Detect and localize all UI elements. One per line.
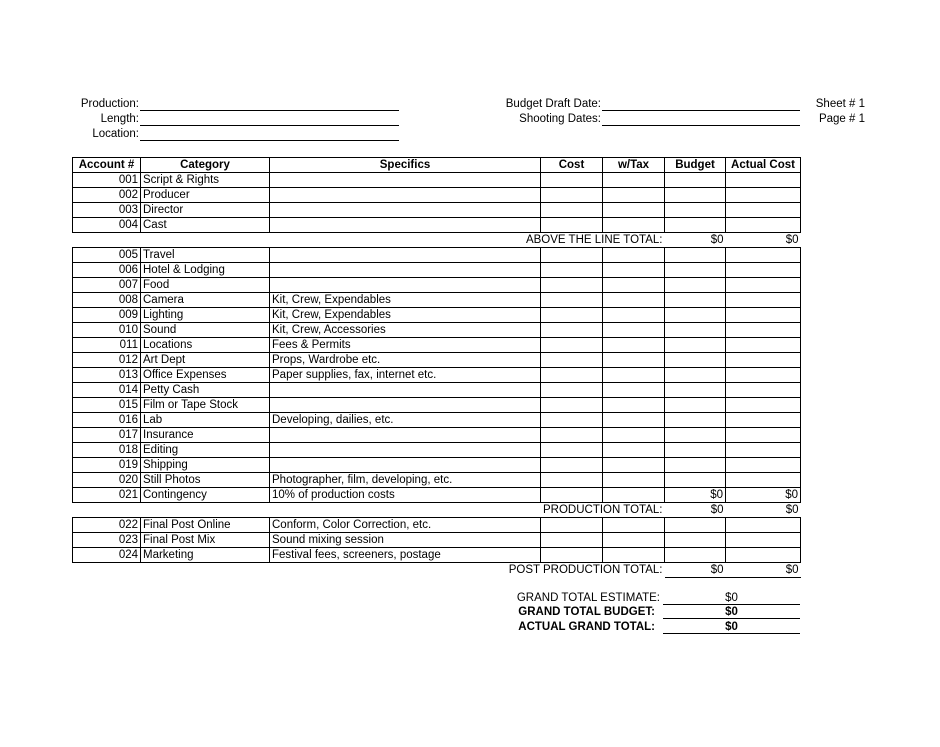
budget-cell[interactable] bbox=[665, 278, 726, 293]
specifics-cell[interactable] bbox=[270, 173, 541, 188]
wtax-cell[interactable] bbox=[603, 518, 665, 533]
specifics-cell[interactable]: Fees & Permits bbox=[270, 338, 541, 353]
budget-cell[interactable] bbox=[665, 338, 726, 353]
grand-total-estimate-value[interactable]: $0 bbox=[663, 592, 800, 605]
col-header-wtax: w/Tax bbox=[603, 158, 665, 173]
table-row bbox=[73, 518, 801, 533]
table-row bbox=[73, 278, 801, 293]
cost-cell[interactable] bbox=[541, 263, 603, 278]
table-row bbox=[73, 263, 801, 278]
budget-cell[interactable] bbox=[665, 473, 726, 488]
col-header-specifics: Specifics bbox=[270, 158, 541, 173]
budget-cell[interactable] bbox=[665, 413, 726, 428]
table-row bbox=[73, 428, 801, 443]
wtax-cell[interactable] bbox=[603, 473, 665, 488]
budget-cell[interactable] bbox=[665, 248, 726, 263]
actual-cost-cell[interactable] bbox=[726, 338, 801, 353]
budget-cell[interactable] bbox=[665, 368, 726, 383]
actual-cost-cell[interactable] bbox=[726, 548, 801, 563]
account-number: 010 bbox=[73, 323, 141, 338]
table-row bbox=[73, 353, 801, 368]
category-cell: Lighting bbox=[141, 308, 270, 323]
specifics-cell[interactable]: Festival fees, screeners, postage bbox=[270, 548, 541, 563]
sheet-number: Sheet # 1 bbox=[815, 98, 865, 110]
table-row bbox=[73, 383, 801, 398]
table-row bbox=[73, 308, 801, 323]
length-label: Length: bbox=[100, 113, 139, 125]
post-production-total bbox=[73, 563, 801, 578]
account-number: 014 bbox=[73, 383, 141, 398]
account-number: 018 bbox=[73, 443, 141, 458]
table-row bbox=[73, 548, 801, 563]
account-number: 006 bbox=[73, 263, 141, 278]
budget-cell[interactable] bbox=[665, 518, 726, 533]
account-number: 003 bbox=[73, 203, 141, 218]
specifics-cell[interactable]: Developing, dailies, etc. bbox=[270, 413, 541, 428]
budget-draft-date-field[interactable] bbox=[602, 110, 800, 111]
budget-cell[interactable] bbox=[665, 428, 726, 443]
account-number: 021 bbox=[73, 488, 141, 503]
actual-cost-cell[interactable] bbox=[726, 518, 801, 533]
budget-cell[interactable] bbox=[665, 173, 726, 188]
actual-cost-cell[interactable] bbox=[726, 533, 801, 548]
wtax-cell[interactable] bbox=[603, 278, 665, 293]
category-cell: Marketing bbox=[141, 548, 270, 563]
cost-cell[interactable] bbox=[541, 308, 603, 323]
col-header-category: Category bbox=[141, 158, 270, 173]
cost-cell[interactable] bbox=[541, 173, 603, 188]
account-number: 013 bbox=[73, 368, 141, 383]
wtax-cell[interactable] bbox=[603, 293, 665, 308]
table-row bbox=[73, 173, 801, 188]
category-cell: Contingency bbox=[141, 488, 270, 503]
production-total-budget: $0 bbox=[665, 503, 726, 518]
specifics-cell[interactable] bbox=[270, 443, 541, 458]
category-cell: Food bbox=[141, 278, 270, 293]
table-row bbox=[73, 218, 801, 233]
specifics-cell[interactable]: Kit, Crew, Accessories bbox=[270, 323, 541, 338]
cost-cell[interactable] bbox=[541, 443, 603, 458]
actual-cost-cell[interactable]: $0 bbox=[726, 488, 801, 503]
budget-draft-date-label: Budget Draft Date: bbox=[505, 98, 601, 110]
grand-total-estimate-label: GRAND TOTAL ESTIMATE: bbox=[516, 592, 660, 604]
category-cell: Hotel & Lodging bbox=[141, 263, 270, 278]
grand-total-budget-label: GRAND TOTAL BUDGET: bbox=[518, 606, 655, 618]
specifics-cell[interactable] bbox=[270, 248, 541, 263]
table-header-row bbox=[73, 158, 801, 173]
table-row bbox=[73, 368, 801, 383]
category-cell: Editing bbox=[141, 443, 270, 458]
actual-cost-cell[interactable] bbox=[726, 218, 801, 233]
actual-cost-cell[interactable] bbox=[726, 173, 801, 188]
location-label: Location: bbox=[92, 128, 139, 140]
actual-cost-cell[interactable] bbox=[726, 248, 801, 263]
actual-cost-cell[interactable] bbox=[726, 308, 801, 323]
specifics-cell[interactable]: Kit, Crew, Expendables bbox=[270, 308, 541, 323]
actual-cost-cell[interactable] bbox=[726, 413, 801, 428]
actual-cost-cell[interactable] bbox=[726, 293, 801, 308]
production-total-label: PRODUCTION TOTAL: bbox=[543, 504, 663, 516]
specifics-cell[interactable]: Photographer, film, developing, etc. bbox=[270, 473, 541, 488]
category-cell: Director bbox=[141, 203, 270, 218]
wtax-cell[interactable] bbox=[603, 248, 665, 263]
actual-cost-cell[interactable] bbox=[726, 443, 801, 458]
actual-grand-total-value[interactable]: $0 bbox=[663, 621, 800, 634]
actual-cost-cell[interactable] bbox=[726, 428, 801, 443]
wtax-cell[interactable] bbox=[603, 383, 665, 398]
table-row bbox=[73, 188, 801, 203]
wtax-cell[interactable] bbox=[603, 218, 665, 233]
specifics-cell[interactable] bbox=[270, 398, 541, 413]
table-row bbox=[73, 473, 801, 488]
account-number: 007 bbox=[73, 278, 141, 293]
budget-cell[interactable] bbox=[665, 353, 726, 368]
actual-cost-cell[interactable] bbox=[726, 203, 801, 218]
specifics-cell[interactable] bbox=[270, 278, 541, 293]
wtax-cell[interactable] bbox=[603, 398, 665, 413]
wtax-cell[interactable] bbox=[603, 188, 665, 203]
category-cell: Cast bbox=[141, 218, 270, 233]
cost-cell[interactable] bbox=[541, 203, 603, 218]
cost-cell[interactable] bbox=[541, 458, 603, 473]
production-label: Production: bbox=[80, 98, 139, 110]
specifics-cell[interactable]: Conform, Color Correction, etc. bbox=[270, 518, 541, 533]
account-number: 009 bbox=[73, 308, 141, 323]
budget-cell[interactable] bbox=[665, 263, 726, 278]
budget-table bbox=[72, 157, 801, 578]
category-cell: Lab bbox=[141, 413, 270, 428]
col-header-actual-cost: Actual Cost bbox=[726, 158, 801, 173]
budget-cell[interactable] bbox=[665, 443, 726, 458]
above-the-line-total bbox=[73, 233, 801, 248]
budget-cell[interactable] bbox=[665, 548, 726, 563]
category-cell: Shipping bbox=[141, 458, 270, 473]
cost-cell[interactable] bbox=[541, 518, 603, 533]
account-number: 024 bbox=[73, 548, 141, 563]
budget-cell[interactable] bbox=[665, 188, 726, 203]
wtax-cell[interactable] bbox=[603, 443, 665, 458]
length-field[interactable] bbox=[140, 125, 399, 126]
table-row bbox=[73, 338, 801, 353]
actual-cost-cell[interactable] bbox=[726, 263, 801, 278]
specifics-cell[interactable] bbox=[270, 203, 541, 218]
category-cell: Script & Rights bbox=[141, 173, 270, 188]
location-field[interactable] bbox=[140, 140, 399, 141]
specifics-cell[interactable] bbox=[270, 263, 541, 278]
category-cell: Producer bbox=[141, 188, 270, 203]
actual-cost-cell[interactable] bbox=[726, 368, 801, 383]
specifics-cell[interactable]: Paper supplies, fax, internet etc. bbox=[270, 368, 541, 383]
wtax-cell[interactable] bbox=[603, 323, 665, 338]
wtax-cell[interactable] bbox=[603, 488, 665, 503]
account-number: 017 bbox=[73, 428, 141, 443]
cost-cell[interactable] bbox=[541, 278, 603, 293]
specifics-cell[interactable] bbox=[270, 218, 541, 233]
specifics-cell[interactable]: Sound mixing session bbox=[270, 533, 541, 548]
category-cell: Petty Cash bbox=[141, 383, 270, 398]
account-number: 023 bbox=[73, 533, 141, 548]
actual-cost-cell[interactable] bbox=[726, 323, 801, 338]
table-row bbox=[73, 533, 801, 548]
table-row bbox=[73, 398, 801, 413]
table-row bbox=[73, 293, 801, 308]
above-the-line-total-label: ABOVE THE LINE TOTAL: bbox=[525, 234, 663, 246]
category-cell: Still Photos bbox=[141, 473, 270, 488]
category-cell: Insurance bbox=[141, 428, 270, 443]
budget-cell[interactable] bbox=[665, 458, 726, 473]
cost-cell[interactable] bbox=[541, 248, 603, 263]
production-total bbox=[73, 503, 801, 518]
table-row bbox=[73, 488, 801, 503]
category-cell: Film or Tape Stock bbox=[141, 398, 270, 413]
account-number: 020 bbox=[73, 473, 141, 488]
shooting-dates-label: Shooting Dates: bbox=[519, 113, 601, 125]
col-header-budget: Budget bbox=[665, 158, 726, 173]
wtax-cell[interactable] bbox=[603, 428, 665, 443]
shooting-dates-field[interactable] bbox=[602, 125, 800, 126]
account-number: 012 bbox=[73, 353, 141, 368]
cost-cell[interactable] bbox=[541, 218, 603, 233]
budget-cell[interactable] bbox=[665, 323, 726, 338]
cost-cell[interactable] bbox=[541, 473, 603, 488]
wtax-cell[interactable] bbox=[603, 548, 665, 563]
actual-cost-cell[interactable] bbox=[726, 398, 801, 413]
cost-cell[interactable] bbox=[541, 353, 603, 368]
budget-cell[interactable] bbox=[665, 398, 726, 413]
wtax-cell[interactable] bbox=[603, 203, 665, 218]
wtax-cell[interactable] bbox=[603, 533, 665, 548]
specifics-cell[interactable] bbox=[270, 428, 541, 443]
actual-cost-cell[interactable] bbox=[726, 383, 801, 398]
actual-cost-cell[interactable] bbox=[726, 188, 801, 203]
account-number: 004 bbox=[73, 218, 141, 233]
table-row bbox=[73, 248, 801, 263]
wtax-cell[interactable] bbox=[603, 173, 665, 188]
category-cell: Sound bbox=[141, 323, 270, 338]
cost-cell[interactable] bbox=[541, 368, 603, 383]
production-field[interactable] bbox=[140, 110, 399, 111]
category-cell: Camera bbox=[141, 293, 270, 308]
table-row bbox=[73, 323, 801, 338]
specifics-cell[interactable]: 10% of production costs bbox=[270, 488, 541, 503]
cost-cell[interactable] bbox=[541, 293, 603, 308]
specifics-cell[interactable] bbox=[270, 458, 541, 473]
category-cell: Travel bbox=[141, 248, 270, 263]
page-number: Page # 1 bbox=[818, 113, 865, 125]
table-row bbox=[73, 413, 801, 428]
cost-cell[interactable] bbox=[541, 428, 603, 443]
cost-cell[interactable] bbox=[541, 548, 603, 563]
col-header-account: Account # bbox=[73, 158, 141, 173]
account-number: 019 bbox=[73, 458, 141, 473]
actual-cost-cell[interactable] bbox=[726, 473, 801, 488]
category-cell: Final Post Mix bbox=[141, 533, 270, 548]
budget-cell[interactable] bbox=[665, 533, 726, 548]
cost-cell[interactable] bbox=[541, 398, 603, 413]
budget-cell[interactable] bbox=[665, 218, 726, 233]
budget-cell[interactable] bbox=[665, 308, 726, 323]
budget-cell[interactable] bbox=[665, 383, 726, 398]
account-number: 011 bbox=[73, 338, 141, 353]
post-production-total-actual: $0 bbox=[726, 563, 801, 578]
category-cell: Office Expenses bbox=[141, 368, 270, 383]
actual-cost-cell[interactable] bbox=[726, 458, 801, 473]
grand-total-budget-value[interactable]: $0 bbox=[663, 606, 800, 619]
account-number: 001 bbox=[73, 173, 141, 188]
cost-cell[interactable] bbox=[541, 533, 603, 548]
production-total-actual: $0 bbox=[726, 503, 801, 518]
table-row bbox=[73, 458, 801, 473]
table-row bbox=[73, 203, 801, 218]
actual-cost-cell[interactable] bbox=[726, 278, 801, 293]
account-number: 022 bbox=[73, 518, 141, 533]
col-header-cost: Cost bbox=[541, 158, 603, 173]
cost-cell[interactable] bbox=[541, 188, 603, 203]
category-cell: Art Dept bbox=[141, 353, 270, 368]
category-cell: Final Post Online bbox=[141, 518, 270, 533]
post-production-total-budget: $0 bbox=[665, 563, 726, 578]
above-the-line-total-actual: $0 bbox=[726, 233, 801, 248]
wtax-cell[interactable] bbox=[603, 353, 665, 368]
budget-cell[interactable] bbox=[665, 293, 726, 308]
wtax-cell[interactable] bbox=[603, 263, 665, 278]
specifics-cell[interactable]: Kit, Crew, Expendables bbox=[270, 293, 541, 308]
wtax-cell[interactable] bbox=[603, 308, 665, 323]
wtax-cell[interactable] bbox=[603, 458, 665, 473]
account-number: 016 bbox=[73, 413, 141, 428]
cost-cell[interactable] bbox=[541, 323, 603, 338]
cost-cell[interactable] bbox=[541, 488, 603, 503]
post-production-total-label: POST PRODUCTION TOTAL: bbox=[508, 564, 663, 577]
account-number: 002 bbox=[73, 188, 141, 203]
above-the-line-total-budget: $0 bbox=[665, 233, 726, 248]
cost-cell[interactable] bbox=[541, 338, 603, 353]
table-row bbox=[73, 443, 801, 458]
category-cell: Locations bbox=[141, 338, 270, 353]
actual-grand-total-label: ACTUAL GRAND TOTAL: bbox=[518, 621, 655, 633]
budget-cell[interactable]: $0 bbox=[665, 488, 726, 503]
budget-cell[interactable] bbox=[665, 203, 726, 218]
account-number: 005 bbox=[73, 248, 141, 263]
cost-cell[interactable] bbox=[541, 383, 603, 398]
account-number: 015 bbox=[73, 398, 141, 413]
specifics-cell[interactable] bbox=[270, 383, 541, 398]
specifics-cell[interactable]: Props, Wardrobe etc. bbox=[270, 353, 541, 368]
wtax-cell[interactable] bbox=[603, 338, 665, 353]
specifics-cell[interactable] bbox=[270, 188, 541, 203]
account-number: 008 bbox=[73, 293, 141, 308]
wtax-cell[interactable] bbox=[603, 368, 665, 383]
wtax-cell[interactable] bbox=[603, 413, 665, 428]
actual-cost-cell[interactable] bbox=[726, 353, 801, 368]
cost-cell[interactable] bbox=[541, 413, 603, 428]
